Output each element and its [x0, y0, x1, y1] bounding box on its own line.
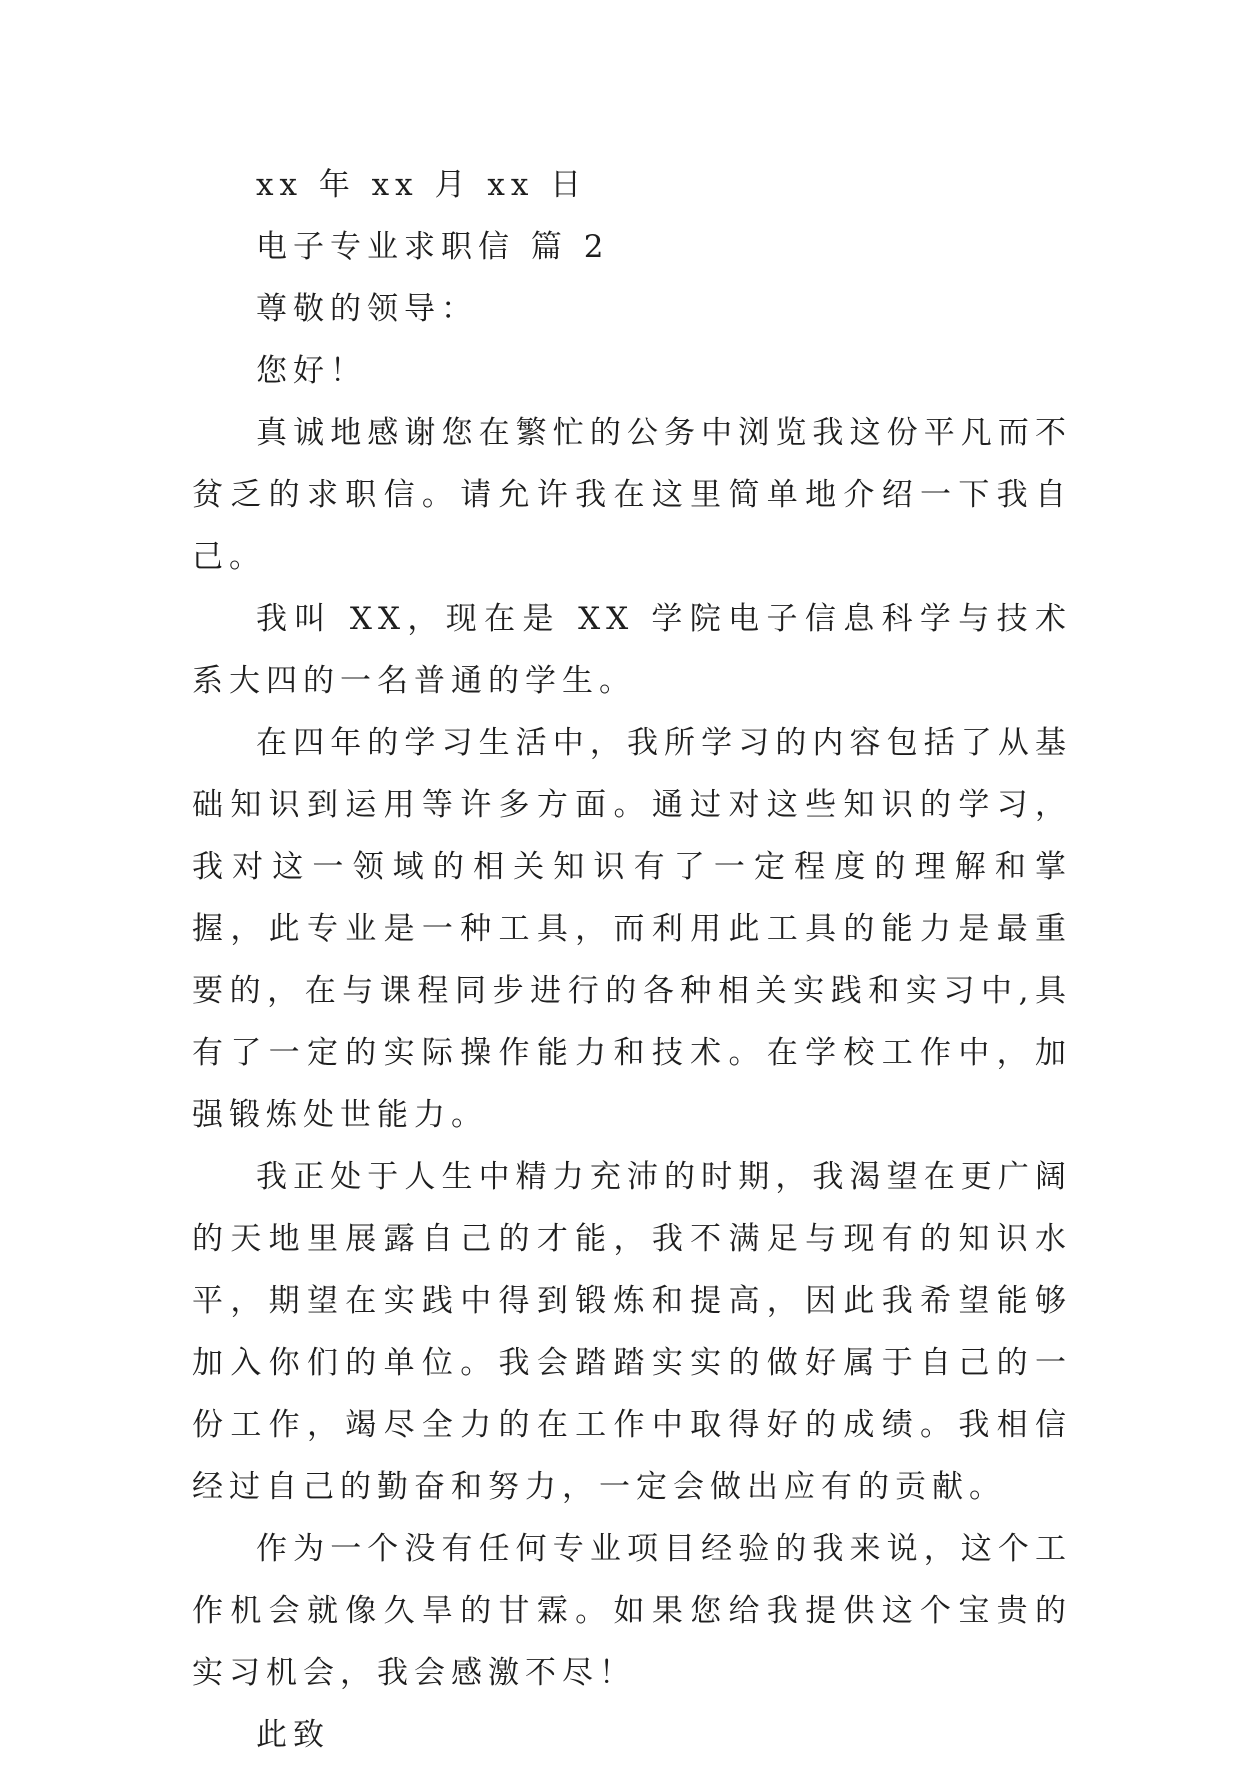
letter-greeting: 您好！: [256, 353, 367, 389]
paragraph: 真诚地感谢您在繁忙的公务中浏览我这份平凡而不贫乏的求职信。请允许我在这里简单地介绍一下我自己。: [192, 415, 1072, 575]
paragraph: 我叫 XX，现在是 XX 学院电子信息科学与技术系大四的一名普通的学生。: [192, 601, 1072, 699]
letter-closing: 此致: [256, 1717, 330, 1753]
letter-date: xx 年 xx 月 xx 日: [256, 167, 588, 203]
letter-salutation: 尊敬的领导：: [256, 291, 478, 327]
paragraph: 在四年的学习生活中，我所学习的内容包括了从基础知识到运用等许多方面。通过对这些知识的学习，我对这一领域的相关知识有了一定程度的理解和掌握，此专业是一种工具，而利用此工具的能力是最重要的，在与课程同步进行的各种相关实践和实习中,具有了一定的实际操作能力和技术。在学校工作中，加强锻炼处世能力。: [192, 725, 1072, 1133]
paragraph: 我正处于人生中精力充沛的时期，我渴望在更广阔的天地里展露自己的才能，我不满足与现有的知识水平，期望在实践中得到锻炼和提高，因此我希望能够加入你们的单位。我会踏踏实实的做好属于自己的一份工作，竭尽全力的在工作中取得好的成绩。我相信 经过自己的勤奋和努力，一定会做出应有的贡献。: [192, 1159, 1072, 1505]
paragraph: 作为一个没有任何专业项目经验的我来说，这个工作机会就像久旱的甘霖。如果您给我提供这个宝贵的实习机会，我会感激不尽！: [192, 1531, 1072, 1691]
letter-heading: 电子专业求职信 篇 2: [256, 229, 610, 265]
letter-body: [192, 154, 1072, 1766]
